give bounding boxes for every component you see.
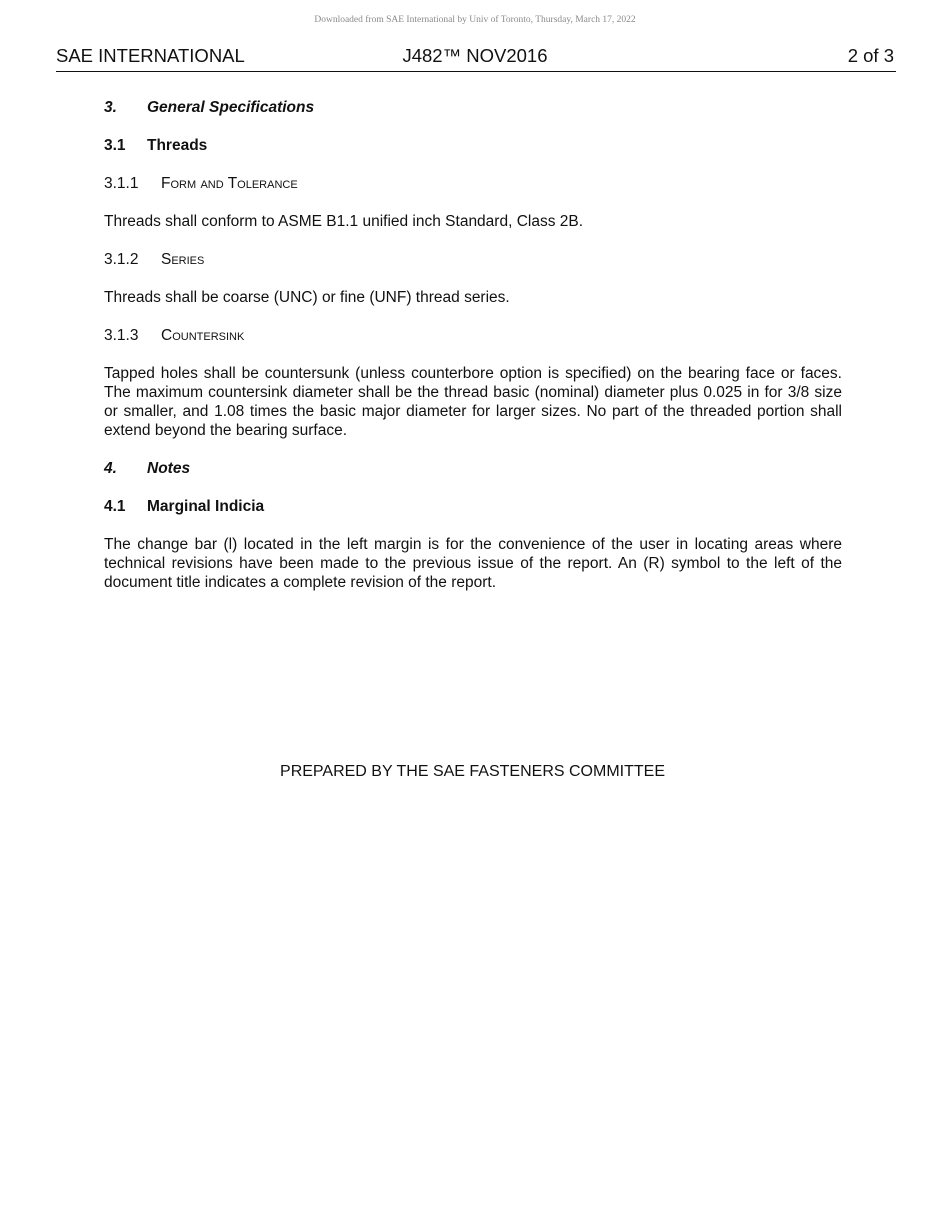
section-number: 3.1.2 <box>104 251 139 268</box>
section-number: 3.1.1 <box>104 175 139 192</box>
section-3-1-1-heading <box>104 174 842 193</box>
section-3-1-heading <box>104 136 842 155</box>
section-number: 4.1 <box>104 498 126 515</box>
section-title: General Specifications <box>147 99 315 116</box>
prepared-by-statement: PREPARED BY THE SAE FASTENERS COMMITTEE <box>280 763 665 780</box>
document-body <box>104 98 842 611</box>
section-3-1-3-heading <box>104 326 842 345</box>
section-number: 3. <box>104 99 117 116</box>
section-3-1-3-text: Tapped holes shall be countersunk (unless counterbore option is specified) on the bearing face or faces. The maximum countersink diameter shall be the thread basic (nominal) diameter plus 0.025 in for 3/8 size or smaller, and 1.08 times the basic major diameter for larger sizes. No part of the threaded portion shall extend beyond the bearing surface. <box>104 365 842 439</box>
section-title: Threads <box>147 137 208 154</box>
section-number: 3.1 <box>104 137 126 154</box>
section-4-heading <box>104 459 842 478</box>
section-title: Marginal Indicia <box>147 498 265 515</box>
section-3-1-2-heading <box>104 250 842 269</box>
section-number: 3.1.3 <box>104 327 139 344</box>
section-title: Series <box>161 251 205 268</box>
section-title: Countersink <box>161 327 245 344</box>
header-page-number: 2 of 3 <box>847 45 894 66</box>
download-notice: Downloaded from SAE International by Univ of Toronto, Thursday, March 17, 2022 <box>314 15 636 25</box>
page-header <box>56 45 896 72</box>
section-3-1-1-text: Threads shall conform to ASME B1.1 unified inch Standard, Class 2B. <box>104 213 584 230</box>
section-4-1-heading <box>104 497 842 516</box>
section-3-1-2-text: Threads shall be coarse (UNC) or fine (UNF) thread series. <box>104 289 510 306</box>
section-4-1-text: The change bar (l) located in the left margin is for the convenience of the user in locating areas where technical revisions have been made to the previous issue of the report. An (R) symbol to the left of the document title indicates a complete revision of the report. <box>104 536 842 591</box>
section-3-heading <box>104 98 842 117</box>
section-number: 4. <box>104 460 117 477</box>
header-organization: SAE INTERNATIONAL <box>56 45 245 66</box>
section-title: Notes <box>147 460 191 477</box>
section-title: Form and Tolerance <box>161 175 298 192</box>
header-document-id: J482™ NOV2016 <box>402 45 548 66</box>
